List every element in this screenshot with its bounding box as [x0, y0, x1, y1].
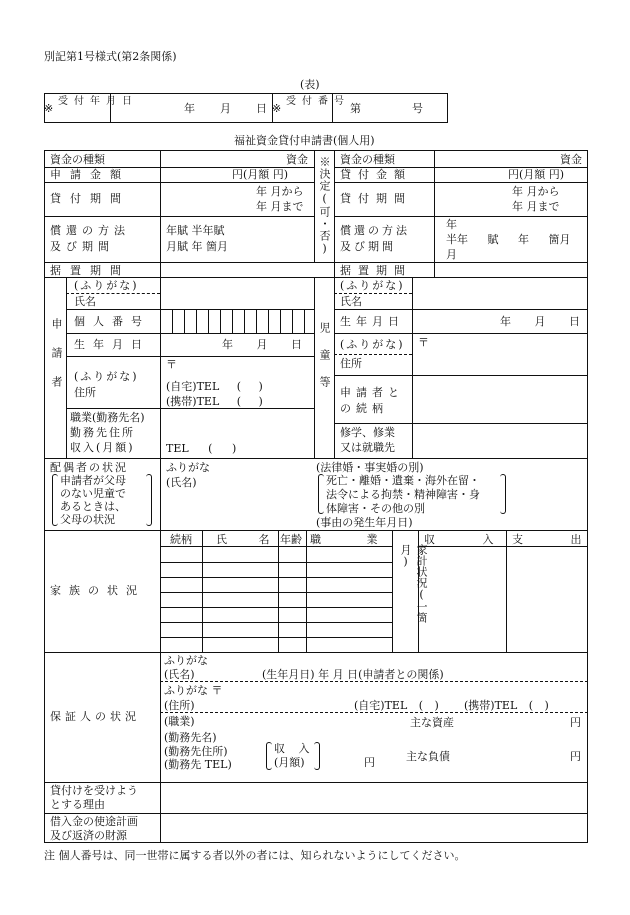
guarantor-job-label: (職業) [164, 715, 195, 728]
family-col-job: 職 業 [310, 533, 378, 546]
family-col-age: 年齢 [280, 533, 302, 546]
side-label: (表) [300, 78, 320, 91]
child-relation-label-2: の続柄 [340, 402, 388, 415]
child-address-label: 住所 [340, 357, 362, 370]
decision-amount-label: 貸付金額 [340, 168, 412, 181]
spouse-reason-line-2: 法令による拘禁・精神障害・身 [326, 488, 480, 501]
repay-label-2: 及び期間 [50, 240, 114, 253]
child-school-label-2: 又は就職先 [340, 441, 395, 454]
decision-period-from: 年 月から [512, 185, 560, 198]
applicant-furigana-label: (ふりがな) [74, 279, 139, 292]
spouse-reason-line-3: 体障害・その他の別 [326, 502, 425, 515]
asterisk-mark: ※ [44, 102, 54, 115]
reception-year: 年 [184, 102, 195, 115]
reception-number-prefix: 第 [350, 102, 361, 115]
spouse-date-label: (事由の発生年月日) [316, 516, 413, 529]
applicant-id-label: 個人番号 [74, 315, 150, 328]
guarantor-employer-label: (勤務先名) [164, 731, 217, 744]
decision-period-to: 年 月まで [512, 200, 560, 213]
reception-month: 月 [220, 102, 231, 115]
reception-day: 日 [256, 102, 267, 115]
applicant-postal-mark: 〒 [166, 358, 177, 371]
guarantor-label: 保証人の状況 [50, 710, 140, 723]
decision-fund-suffix: 資金 [560, 153, 582, 166]
spouse-note-line-1: 申請者が父母 [60, 474, 126, 487]
guarantor-debts-yen: 円 [570, 750, 581, 763]
applicant-job-tel: TEL ( ) [166, 442, 237, 455]
guarantor-assets-label: 主な資産 [410, 716, 454, 729]
child-name-label: 氏名 [340, 295, 362, 308]
child-address-furigana: (ふりがな) [340, 338, 405, 351]
decision-fund-label: 資金の種類 [340, 153, 395, 166]
period-from: 年 月から [256, 185, 304, 198]
spouse-name: (氏名) [166, 476, 197, 489]
repay-label-1: 償還の方法 [50, 224, 130, 237]
child-birth-ymd: 年 月 日 [500, 315, 580, 328]
reception-number-label: 受付番号 [286, 96, 350, 107]
family-col-name: 氏 名 [216, 533, 270, 546]
decision-label: ※決定(可・否) [318, 156, 331, 256]
child-postal-mark: 〒 [418, 336, 429, 349]
fund-suffix: 資金 [286, 153, 308, 166]
asterisk-mark-2: ※ [272, 102, 282, 115]
applicant-tel-home: (自宅)TEL ( ) [166, 380, 263, 393]
family-col-relation: 続柄 [170, 533, 192, 546]
child-furigana-label: (ふりがな) [340, 279, 405, 292]
spouse-label: 配偶者の状況 [50, 461, 128, 474]
amount-unit: 円(月額 円) [232, 168, 289, 181]
guarantor-birth-relation: (生年月日) 年 月 日(申請者との関係) [262, 668, 444, 681]
guarantor-furigana: ふりがな [164, 654, 208, 667]
spouse-furigana: ふりがな [166, 461, 210, 474]
family-income-label: 収 入 [424, 533, 494, 546]
family-budget-label: 家計状況(一箇月) [399, 544, 428, 623]
applicant-job-label-3: 収入(月額) [70, 441, 135, 454]
decision-repay-year: 年 [446, 218, 457, 231]
grace-label: 据置期間 [50, 264, 130, 277]
guarantor-name-label: (氏名) [164, 668, 195, 681]
child-relation-label-1: 申請者と [340, 386, 404, 399]
applicant-job-label-1: 職業(勤務先名) [70, 411, 145, 424]
decision-repay-label-2: 及び期間 [340, 240, 396, 253]
plan-label-1: 借入金の使途計画 [50, 815, 138, 828]
spouse-legal-label: (法律婚・事実婚の別) [316, 461, 424, 474]
applicant-birth-ymd: 年 月 日 [222, 338, 302, 351]
decision-repay-label-1: 償還の方法 [340, 224, 410, 237]
reason-label-2: とする理由 [50, 798, 105, 811]
repay-option-2: 月賦 年 箇月 [166, 240, 228, 253]
spouse-reason-line-1: 死亡・離婚・遺棄・海外在留・ [326, 474, 480, 487]
decision-repay-half: 半年 賦 年 箇月 [446, 233, 571, 246]
period-label: 貸付期間 [50, 192, 130, 205]
reception-number-suffix: 号 [412, 102, 423, 115]
guarantor-assets-yen: 円 [570, 716, 581, 729]
amount-label: 申請金額 [50, 168, 130, 181]
reception-date-label: 受付年月日 [58, 96, 138, 107]
footnote: 注 個人番号は、同一世帯に属する者以外の者には、知られないようにしてください。 [44, 849, 466, 862]
guarantor-employer-tel: (勤務先 TEL) [164, 758, 232, 771]
decision-grace-label: 据置期間 [340, 264, 412, 277]
applicant-job-label-2: 勤務先住所 [70, 426, 135, 439]
guarantor-income-yen: 円 [364, 756, 375, 769]
child-birth-label: 生年月日 [340, 315, 404, 328]
guarantor-tel-home: (自宅)TEL ( ) [354, 699, 439, 712]
guarantor-employer-address: (勤務先住所) [164, 745, 228, 758]
applicant-address-label: 住所 [74, 386, 96, 399]
applicant-address-furigana: (ふりがな) [74, 370, 139, 383]
child-group-label: 児童等 [318, 322, 331, 403]
spouse-note-line-4: 父母の状況 [60, 513, 115, 526]
guarantor-tel-mobile: (携帯)TEL ( ) [464, 699, 549, 712]
family-expense-label: 支 出 [512, 533, 582, 546]
applicant-name-label: 氏名 [74, 295, 96, 308]
spouse-note-line-2: のない児童で [60, 487, 126, 500]
decision-period-label: 貸付期間 [340, 192, 412, 205]
applicant-tel-mobile: (携帯)TEL ( ) [166, 395, 263, 408]
period-to: 年 月まで [256, 200, 304, 213]
guarantor-income-label-2: (月額) [274, 756, 305, 769]
child-school-label-1: 修学、修業 [340, 426, 395, 439]
guarantor-income-label-1: 収 入 [274, 742, 310, 755]
family-label: 家族の状況 [50, 584, 145, 597]
reason-label-1: 貸付けを受けよう [50, 784, 138, 797]
guarantor-furigana-2: ふりがな 〒 [164, 684, 223, 697]
spouse-note-line-3: あるときは、 [60, 500, 126, 513]
guarantor-debts-label: 主な負債 [406, 750, 450, 763]
applicant-birth-label: 生年月日 [74, 338, 150, 351]
decision-amount-unit: 円(月額 円) [508, 168, 565, 181]
form-reference: 別記第1号様式(第2条関係) [44, 50, 177, 63]
guarantor-address-label: (住所) [164, 699, 195, 712]
decision-repay-month: 月 [446, 248, 457, 261]
form-title: 福祉資金貸付申請書(個人用) [234, 134, 375, 147]
repay-option-1: 年賦 半年賦 [166, 224, 225, 237]
applicant-group-label: 申請者 [50, 318, 63, 405]
fund-type-label: 資金の種類 [50, 153, 105, 166]
plan-label-2: 及び返済の財源 [50, 829, 127, 842]
